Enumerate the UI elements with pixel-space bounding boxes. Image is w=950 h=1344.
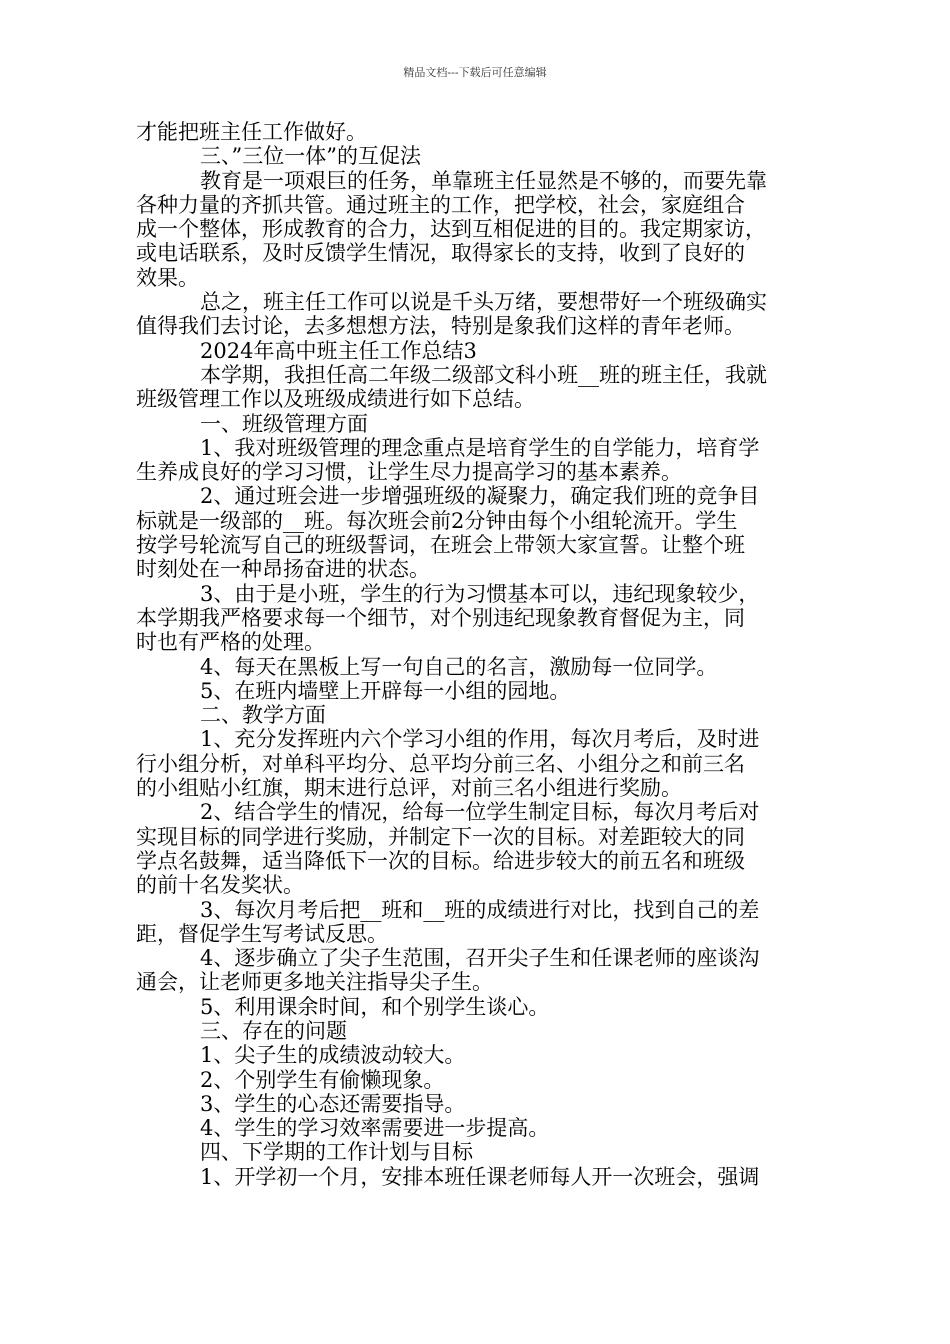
text-line: 2、个别学生有偷懒现象。	[200, 1067, 445, 1092]
text-line: 1、尖子生的成绩波动较大。	[200, 1043, 466, 1068]
text-line: 2、结合学生的情况，给每一位学生制定目标，每次月考后对	[200, 800, 760, 825]
text-line: 总之，班主任工作可以说是千头万绪，要想带好一个班级确实	[200, 290, 767, 315]
text-line: 班级管理工作以及班级成绩进行如下总结。	[136, 387, 535, 412]
text-line: 教育是一项艰巨的任务，单靠班主任显然是不够的，而要先靠	[200, 168, 767, 193]
text-line: 3、每次月考后把__班和__班的成绩进行对比，找到自己的差	[200, 897, 760, 922]
text-line: 学点名鼓舞，适当降低下一次的目标。给进步较大的前五名和班级	[136, 848, 745, 873]
text-line: 4、每天在黑板上写一句自己的名言，激励每一位同学。	[200, 654, 718, 679]
text-line: 5、利用课余时间，和个别学生谈心。	[200, 994, 550, 1019]
text-line: 本学期我严格要求每一个细节，对个别违纪现象教育督促为主，同	[136, 605, 745, 630]
text-line: 距，督促学生写考试反思。	[136, 921, 388, 946]
text-line: 时刻处在一种昂扬奋进的状态。	[136, 557, 430, 582]
page-header: 精品文档---下载后可任意编辑	[403, 66, 547, 79]
text-line: 四、下学期的工作计划与目标	[200, 1140, 473, 1165]
text-line: 的前十名发奖状。	[136, 873, 304, 898]
text-line: 2024年高中班主任工作总结3	[200, 338, 477, 363]
text-line: 3、学生的心态还需要指导。	[200, 1091, 466, 1116]
text-line: 标就是一级部的__班。每次班会前2分钟由每个小组轮流开。学生	[136, 508, 738, 533]
text-line: 行小组分析，对单科平均分、总平均分前三名、小组分之和前三名	[136, 751, 745, 776]
text-line: 1、我对班级管理的理念重点是培育学生的自学能力，培育学	[200, 435, 760, 460]
text-line: 1、充分发挥班内六个学习小组的作用，每次月考后，及时进	[200, 727, 760, 752]
text-line: 通会，让老师更多地关注指导尖子生。	[136, 970, 493, 995]
text-line: 成一个整体，形成教育的合力，达到互相促进的目的。我定期家访，	[136, 217, 766, 242]
text-line: 或电话联系，及时反馈学生情况，取得家长的支持，收到了良好的	[136, 241, 745, 266]
text-line: 才能把班主任工作做好。	[136, 120, 367, 144]
text-line: 4、逐步确立了尖子生范围，召开尖子生和任课老师的座谈沟	[200, 946, 760, 971]
text-line: 各种力量的齐抓共管。通过班主的工作，把学校，社会，家庭组合	[136, 192, 745, 217]
text-line: 生养成良好的学习习惯，让学生尽力提高学习的基本素养。	[136, 460, 682, 485]
text-line: 2、通过班会进一步增强班级的凝聚力，确定我们班的竞争目	[200, 484, 760, 509]
text-line: 按学号轮流写自己的班级誓词，在班会上带领大家宣誓。让整个班	[136, 533, 745, 558]
text-line: 二、教学方面	[200, 703, 326, 728]
text-line: 效果。	[136, 265, 199, 290]
text-line: 1、开学初一个月，安排本班任课老师每人开一次班会，强调	[200, 1164, 760, 1189]
text-line: 三、存在的问题	[200, 1018, 347, 1043]
text-line: 三、”三位一体”的互促法	[200, 144, 421, 169]
text-line: 4、学生的学习效率需要进一步提高。	[200, 1116, 550, 1141]
text-line: 3、由于是小班，学生的行为习惯基本可以，违纪现象较少，	[200, 581, 760, 606]
document-body	[136, 120, 826, 1189]
text-line: 5、在班内墙壁上开辟每一小组的园地。	[200, 678, 571, 703]
text-line: 本学期，我担任高二年级二级部文科小班__班的班主任，我就	[200, 362, 767, 387]
text-line: 的小组贴小红旗，期末进行总评，对前三名小组进行奖励。	[136, 776, 682, 801]
text-line: 一、班级管理方面	[200, 411, 368, 436]
text-line: 时也有严格的处理。	[136, 630, 325, 655]
text-line: 值得我们去讨论，去多想想方法，特别是象我们这样的青年老师。	[136, 314, 745, 339]
text-line: 实现目标的同学进行奖励，并制定下一次的目标。对差距较大的同	[136, 824, 745, 849]
